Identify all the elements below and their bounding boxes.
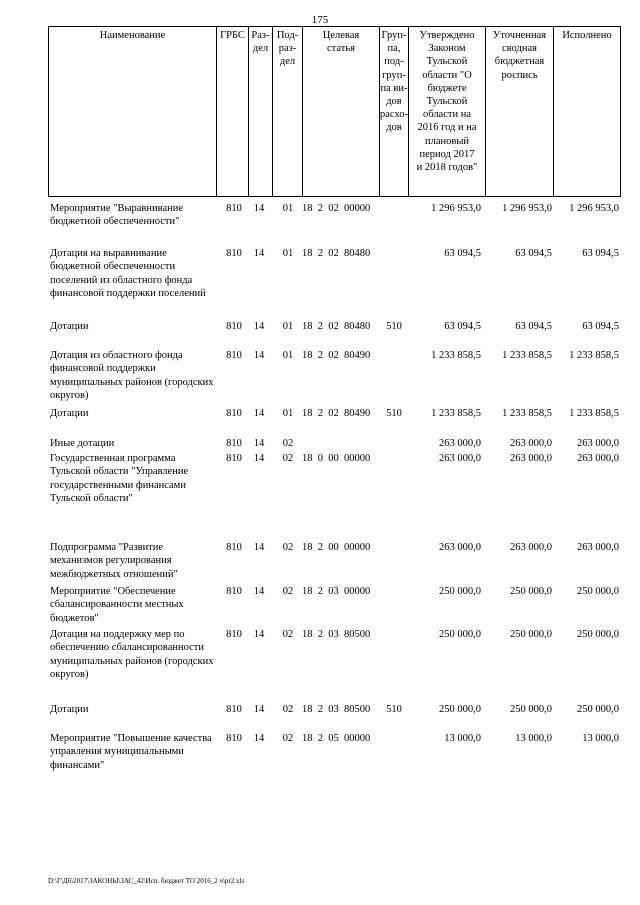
row-executed: 1 296 953,0 [569, 203, 619, 214]
row-executed: 250 000,0 [577, 704, 619, 715]
row-target: 18 2 02 80480 [302, 321, 371, 332]
row-name: Мероприятие "Повышение качества управления муниципальными финансами" [50, 733, 212, 771]
row-podrazdel: 02 [282, 629, 294, 640]
row-grbs: 810 [226, 453, 242, 464]
header-group [380, 27, 409, 196]
row-podrazdel: 01 [282, 408, 294, 419]
row-refined: 263 000,0 [510, 542, 552, 553]
row-vr: 510 [386, 704, 402, 715]
row-grbs: 810 [226, 248, 242, 259]
row-refined: 250 000,0 [510, 704, 552, 715]
row-name: Дотации [50, 321, 89, 332]
row-approved: 63 094,5 [444, 248, 481, 259]
row-razdel: 14 [253, 203, 265, 214]
header-target [303, 27, 380, 196]
header-razdel-label: Раз- дел [251, 30, 270, 55]
row-approved: 1 233 858,5 [431, 350, 481, 361]
row-executed: 1 233 858,5 [569, 350, 619, 361]
row-refined: 1 233 858,5 [502, 350, 552, 361]
row-podrazdel: 02 [282, 733, 294, 744]
row-target: 18 2 02 80490 [302, 350, 371, 361]
row-approved: 250 000,0 [439, 586, 481, 597]
row-grbs: 810 [226, 408, 242, 419]
header-group-label: Груп- па, под- груп- па ви- дов расхо- дов [380, 30, 409, 134]
row-refined: 63 094,5 [515, 248, 552, 259]
row-executed: 63 094,5 [582, 248, 619, 259]
row-grbs: 810 [226, 733, 242, 744]
row-target: 18 0 00 00000 [302, 453, 371, 464]
row-name: Дотация на выравнивание бюджетной обеспеченности поселений из областного фонда финансовой поддержки поселений [50, 248, 206, 299]
row-grbs: 810 [226, 704, 242, 715]
row-razdel: 14 [253, 248, 265, 259]
row-razdel: 14 [253, 350, 265, 361]
row-podrazdel: 02 [282, 453, 294, 464]
row-vr: 510 [386, 321, 402, 332]
row-grbs: 810 [226, 586, 242, 597]
row-executed: 1 233 858,5 [569, 408, 619, 419]
row-refined: 1 233 858,5 [502, 408, 552, 419]
row-name: Дотация из областного фонда финансовой поддержки муниципальных районов (городских округов) [50, 350, 214, 401]
row-podrazdel: 02 [282, 438, 294, 449]
row-razdel: 14 [253, 704, 265, 715]
header-refined [486, 27, 554, 196]
header-name [49, 27, 217, 196]
header-grbs-label: ГРБС [220, 30, 245, 41]
row-razdel: 14 [253, 408, 265, 419]
row-razdel: 14 [253, 629, 265, 640]
row-razdel: 14 [253, 438, 265, 449]
page-number: 175 [311, 14, 329, 26]
row-podrazdel: 01 [282, 321, 294, 332]
row-razdel: 14 [253, 733, 265, 744]
header-razdel [249, 27, 273, 196]
row-grbs: 810 [226, 203, 242, 214]
row-target: 18 2 03 80500 [302, 629, 371, 640]
row-refined: 13 000,0 [515, 733, 552, 744]
row-name: Мероприятие "Обеспечение сбалансированности местных бюджетов" [50, 586, 184, 624]
row-name: Иные дотации [50, 438, 115, 449]
row-refined: 250 000,0 [510, 629, 552, 640]
row-name: Дотации [50, 704, 89, 715]
row-approved: 1 296 953,0 [431, 203, 481, 214]
row-approved: 13 000,0 [444, 733, 481, 744]
row-approved: 63 094,5 [444, 321, 481, 332]
header-refined-label: Уточненная сводная бюджетная роспись [492, 30, 547, 81]
row-razdel: 14 [253, 321, 265, 332]
row-target: 18 2 03 80500 [302, 704, 371, 715]
row-podrazdel: 02 [282, 586, 294, 597]
row-target: 18 2 05 00000 [302, 733, 371, 744]
row-executed: 263 000,0 [577, 542, 619, 553]
row-podrazdel: 01 [282, 350, 294, 361]
row-razdel: 14 [253, 542, 265, 553]
row-grbs: 810 [226, 542, 242, 553]
file-path-footer: D:\Г\Д6\2017\ЗАКОНЫ\ЗАС_42\Исп. бюджет ТО 2016_2 ч\pr2.xls [48, 877, 245, 885]
header-approved-label: Утверждено Законом Тульской области "О бюджете Тульской области на 2016 год и на плановый период 2017 и 2018 годов" [416, 30, 478, 174]
row-grbs: 810 [226, 321, 242, 332]
row-refined: 1 296 953,0 [502, 203, 552, 214]
row-podrazdel: 01 [282, 203, 294, 214]
row-razdel: 14 [253, 586, 265, 597]
row-approved: 250 000,0 [439, 629, 481, 640]
row-approved: 1 233 858,5 [431, 408, 481, 419]
row-refined: 250 000,0 [510, 586, 552, 597]
row-target: 18 2 00 00000 [302, 542, 371, 553]
row-refined: 263 000,0 [510, 438, 552, 449]
row-executed: 250 000,0 [577, 586, 619, 597]
row-executed: 250 000,0 [577, 629, 619, 640]
row-podrazdel: 02 [282, 704, 294, 715]
row-name: Государственная программа Тульской области "Управление государственными финансами Тульской области" [50, 453, 189, 504]
row-approved: 263 000,0 [439, 438, 481, 449]
row-target: 18 2 02 80480 [302, 248, 371, 259]
table-header [48, 26, 621, 197]
row-podrazdel: 01 [282, 248, 294, 259]
header-name-label: Наименование [99, 30, 166, 41]
row-approved: 263 000,0 [439, 453, 481, 464]
row-executed: 13 000,0 [582, 733, 619, 744]
header-target-label: Целевая статья [322, 30, 360, 55]
header-executed [554, 27, 620, 196]
row-executed: 263 000,0 [577, 453, 619, 464]
header-podrazdel [273, 27, 303, 196]
row-razdel: 14 [253, 453, 265, 464]
row-target: 18 2 02 80490 [302, 408, 371, 419]
row-grbs: 810 [226, 629, 242, 640]
row-target: 18 2 03 00000 [302, 586, 371, 597]
row-podrazdel: 02 [282, 542, 294, 553]
row-vr: 510 [386, 408, 402, 419]
row-target: 18 2 02 00000 [302, 203, 371, 214]
row-approved: 263 000,0 [439, 542, 481, 553]
row-executed: 63 094,5 [582, 321, 619, 332]
row-name: Дотация на поддержку мер по обеспечению сбалансированности муниципальных районов (городских округов) [50, 629, 214, 680]
row-grbs: 810 [226, 350, 242, 361]
row-name: Дотации [50, 408, 89, 419]
row-refined: 263 000,0 [510, 453, 552, 464]
header-executed-label: Исполнено [562, 30, 612, 41]
row-name: Подпрограмма "Развитие механизмов регулирования межбюджетных отношений" [50, 542, 178, 580]
header-grbs [217, 27, 249, 196]
row-name: Мероприятие "Выравнивание бюджетной обеспеченности" [50, 203, 183, 228]
header-podrazdel-label: Под- раз- дел [276, 30, 299, 68]
row-refined: 63 094,5 [515, 321, 552, 332]
row-grbs: 810 [226, 438, 242, 449]
row-approved: 250 000,0 [439, 704, 481, 715]
header-approved [409, 27, 486, 196]
row-executed: 263 000,0 [577, 438, 619, 449]
